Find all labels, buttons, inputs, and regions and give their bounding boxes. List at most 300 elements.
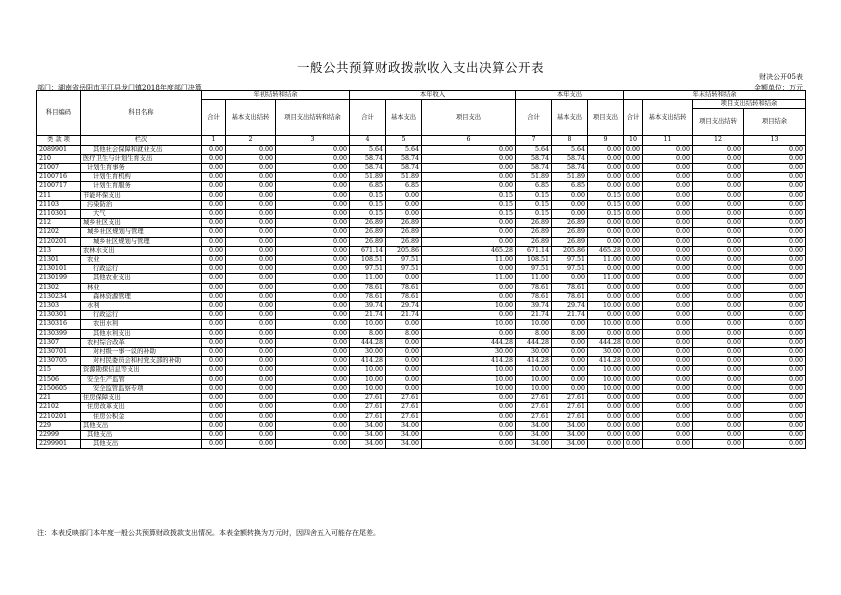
cell-value-col-13: 0.00 — [744, 256, 806, 265]
cell-value-col-13: 0.00 — [744, 338, 806, 347]
cell-value-col-5: 0.00 — [386, 338, 422, 347]
cell-value-col-13: 0.00 — [744, 200, 806, 209]
cell-value-col-4: 27.61 — [350, 403, 386, 412]
cell-value-col-9: 0.00 — [588, 182, 624, 191]
cell-value-col-1: 0.00 — [202, 154, 226, 163]
cell-value-col-4: 26.89 — [350, 228, 386, 237]
cell-value-col-13: 0.00 — [744, 302, 806, 311]
table-row — [37, 182, 806, 191]
header-income-basic: 基本支出 — [386, 100, 422, 136]
cell-value-col-8: 58.74 — [552, 154, 588, 163]
cell-value-col-8: 97.51 — [552, 256, 588, 265]
cell-name: 行政运行 — [81, 265, 202, 274]
cell-value-col-4: 97.51 — [350, 265, 386, 274]
cell-value-col-13: 0.00 — [744, 384, 806, 393]
cell-value-col-4: 34.00 — [350, 440, 386, 449]
cell-value-col-8: 8.00 — [552, 329, 588, 338]
cell-value-col-10: 0.00 — [624, 154, 643, 163]
cell-value-col-10: 0.00 — [624, 173, 643, 182]
cell-value-col-11: 0.00 — [643, 357, 693, 366]
col-num-10: 10 — [624, 136, 643, 145]
cell-value-col-7: 30.00 — [516, 348, 552, 357]
cell-value-col-5: 97.51 — [386, 256, 422, 265]
cell-value-col-4: 8.00 — [350, 329, 386, 338]
cell-value-col-6: 10.00 — [422, 320, 516, 329]
cell-value-col-2: 0.00 — [226, 246, 276, 255]
cell-value-col-8: 51.89 — [552, 173, 588, 182]
cell-value-col-13: 0.00 — [744, 237, 806, 246]
cell-value-col-10: 0.00 — [624, 394, 643, 403]
cell-value-col-4: 10.00 — [350, 384, 386, 393]
table-row — [37, 412, 806, 421]
cell-value-col-8: 97.51 — [552, 265, 588, 274]
cell-value-col-4: 58.74 — [350, 154, 386, 163]
cell-value-col-3: 0.00 — [276, 283, 350, 292]
cell-value-col-4: 27.61 — [350, 394, 386, 403]
cell-value-col-8: 6.85 — [552, 182, 588, 191]
cell-value-col-9: 0.00 — [588, 394, 624, 403]
cell-value-col-7: 444.28 — [516, 338, 552, 347]
cell-value-col-10: 0.00 — [624, 283, 643, 292]
cell-value-col-7: 108.51 — [516, 256, 552, 265]
cell-value-col-3: 0.00 — [276, 210, 350, 219]
cell-value-col-13: 0.00 — [744, 348, 806, 357]
cell-value-col-6: 0.15 — [422, 200, 516, 209]
cell-value-col-8: 26.89 — [552, 228, 588, 237]
cell-value-col-8: 0.00 — [552, 338, 588, 347]
cell-value-col-7: 0.15 — [516, 200, 552, 209]
cell-name: 计划生育机构 — [81, 173, 202, 182]
header-begin-project: 项目支出结转和结余 — [276, 100, 350, 136]
table-row — [37, 421, 806, 430]
cell-name: 其他水利支出 — [81, 329, 202, 338]
cell-value-col-2: 0.00 — [226, 145, 276, 154]
table-row — [37, 348, 806, 357]
cell-value-col-11: 0.00 — [643, 246, 693, 255]
cell-value-col-11: 0.00 — [643, 237, 693, 246]
cell-name: 城乡社区规划与管理 — [81, 228, 202, 237]
cell-value-col-12: 0.00 — [693, 366, 744, 375]
cell-value-col-10: 0.00 — [624, 228, 643, 237]
cell-value-col-12: 0.00 — [693, 210, 744, 219]
cell-value-col-8: 0.00 — [552, 274, 588, 283]
cell-value-col-10: 0.00 — [624, 320, 643, 329]
cell-value-col-7: 671.14 — [516, 246, 552, 255]
cell-value-col-11: 0.00 — [643, 228, 693, 237]
cell-value-col-12: 0.00 — [693, 440, 744, 449]
cell-value-col-2: 0.00 — [226, 182, 276, 191]
cell-value-col-13: 0.00 — [744, 182, 806, 191]
cell-name: 污染防治 — [81, 200, 202, 209]
cell-value-col-3: 0.00 — [276, 182, 350, 191]
cell-value-col-11: 0.00 — [643, 164, 693, 173]
cell-value-col-6: 0.00 — [422, 164, 516, 173]
cell-value-col-1: 0.00 — [202, 228, 226, 237]
cell-value-col-5: 78.61 — [386, 292, 422, 301]
cell-value-col-2: 0.00 — [226, 311, 276, 320]
unit-label: 金额单位：万元 — [754, 84, 803, 92]
cell-value-col-3: 0.00 — [276, 366, 350, 375]
cell-code: 2210201 — [37, 412, 81, 421]
cell-name: 其他支出 — [81, 440, 202, 449]
cell-value-col-3: 0.00 — [276, 292, 350, 301]
col-num-11: 11 — [643, 136, 693, 145]
cell-code: 2130199 — [37, 274, 81, 283]
table-row — [37, 145, 806, 154]
cell-value-col-13: 0.00 — [744, 320, 806, 329]
cell-value-col-7: 58.74 — [516, 164, 552, 173]
cell-value-col-12: 0.00 — [693, 219, 744, 228]
cell-code: 2110301 — [37, 210, 81, 219]
cell-name: 资源勘探信息等支出 — [81, 366, 202, 375]
cell-value-col-6: 30.00 — [422, 348, 516, 357]
cell-value-col-10: 0.00 — [624, 145, 643, 154]
cell-value-col-2: 0.00 — [226, 283, 276, 292]
cell-value-col-3: 0.00 — [276, 403, 350, 412]
cell-code: 21103 — [37, 200, 81, 209]
header-end-basic: 基本支出结转 — [643, 100, 693, 136]
cell-value-col-5: 26.89 — [386, 237, 422, 246]
cell-value-col-6: 0.00 — [422, 412, 516, 421]
cell-value-col-9: 0.00 — [588, 329, 624, 338]
cell-value-col-3: 0.00 — [276, 200, 350, 209]
cell-value-col-2: 0.00 — [226, 292, 276, 301]
cell-value-col-11: 0.00 — [643, 256, 693, 265]
cell-value-col-10: 0.00 — [624, 265, 643, 274]
cell-value-col-11: 0.00 — [643, 430, 693, 439]
cell-value-col-11: 0.00 — [643, 274, 693, 283]
cell-value-col-7: 10.00 — [516, 375, 552, 384]
cell-value-col-2: 0.00 — [226, 348, 276, 357]
cell-value-col-10: 0.00 — [624, 274, 643, 283]
cell-value-col-9: 0.00 — [588, 228, 624, 237]
cell-value-col-8: 78.61 — [552, 283, 588, 292]
cell-value-col-4: 30.00 — [350, 348, 386, 357]
cell-value-col-10: 0.00 — [624, 403, 643, 412]
cell-value-col-2: 0.00 — [226, 265, 276, 274]
cell-value-col-10: 0.00 — [624, 384, 643, 393]
cell-value-col-1: 0.00 — [202, 302, 226, 311]
cell-value-col-5: 0.00 — [386, 357, 422, 366]
cell-value-col-5: 0.00 — [386, 191, 422, 200]
cell-value-col-1: 0.00 — [202, 210, 226, 219]
footnote: 注：本表反映部门本年度一般公共预算财政拨款支出情况。本表金额转换为万元时，因四舍五入可能存在尾差。 — [37, 529, 380, 537]
col-num-9: 9 — [588, 136, 624, 145]
cell-value-col-12: 0.00 — [693, 357, 744, 366]
cell-value-col-9: 0.15 — [588, 191, 624, 200]
cell-value-col-2: 0.00 — [226, 219, 276, 228]
cell-value-col-1: 0.00 — [202, 430, 226, 439]
cell-code: 2100717 — [37, 182, 81, 191]
cell-value-col-8: 27.61 — [552, 412, 588, 421]
cell-value-col-1: 0.00 — [202, 219, 226, 228]
cell-value-col-12: 0.00 — [693, 403, 744, 412]
cell-value-col-2: 0.00 — [226, 274, 276, 283]
cell-value-col-8: 27.61 — [552, 403, 588, 412]
cell-value-col-6: 0.15 — [422, 210, 516, 219]
cell-value-col-5: 97.51 — [386, 265, 422, 274]
cell-value-col-9: 0.00 — [588, 292, 624, 301]
table-row — [37, 219, 806, 228]
cell-value-col-12: 0.00 — [693, 421, 744, 430]
header-col-label: 栏次 — [81, 136, 202, 145]
cell-value-col-1: 0.00 — [202, 246, 226, 255]
cell-value-col-5: 0.00 — [386, 384, 422, 393]
cell-value-col-10: 0.00 — [624, 200, 643, 209]
cell-value-col-8: 205.86 — [552, 246, 588, 255]
cell-value-col-6: 444.28 — [422, 338, 516, 347]
cell-name: 森林资源管理 — [81, 292, 202, 301]
cell-value-col-11: 0.00 — [643, 366, 693, 375]
cell-value-col-7: 34.00 — [516, 421, 552, 430]
cell-name: 其他农业支出 — [81, 274, 202, 283]
cell-code: 2130705 — [37, 357, 81, 366]
cell-value-col-2: 0.00 — [226, 384, 276, 393]
table-row — [37, 311, 806, 320]
cell-value-col-5: 27.61 — [386, 412, 422, 421]
cell-value-col-13: 0.00 — [744, 210, 806, 219]
cell-value-col-9: 0.15 — [588, 210, 624, 219]
table-row — [37, 320, 806, 329]
cell-value-col-3: 0.00 — [276, 274, 350, 283]
cell-value-col-11: 0.00 — [643, 292, 693, 301]
table-row — [37, 191, 806, 200]
cell-value-col-4: 27.61 — [350, 412, 386, 421]
cell-value-col-7: 27.61 — [516, 403, 552, 412]
cell-code: 2130301 — [37, 311, 81, 320]
cell-value-col-3: 0.00 — [276, 348, 350, 357]
cell-value-col-7: 0.15 — [516, 210, 552, 219]
cell-name: 其他支出 — [81, 421, 202, 430]
cell-value-col-1: 0.00 — [202, 200, 226, 209]
cell-value-col-7: 11.00 — [516, 274, 552, 283]
cell-value-col-1: 0.00 — [202, 164, 226, 173]
cell-value-col-12: 0.00 — [693, 292, 744, 301]
cell-value-col-1: 0.00 — [202, 173, 226, 182]
cell-name: 农林水支出 — [81, 246, 202, 255]
cell-code: 21506 — [37, 375, 81, 384]
cell-value-col-4: 108.51 — [350, 256, 386, 265]
cell-value-col-4: 34.00 — [350, 430, 386, 439]
header-group-expense: 本年支出 — [516, 91, 624, 100]
cell-value-col-9: 465.28 — [588, 246, 624, 255]
cell-value-col-5: 0.00 — [386, 200, 422, 209]
col-num-12: 12 — [693, 136, 744, 145]
cell-value-col-3: 0.00 — [276, 164, 350, 173]
cell-value-col-2: 0.00 — [226, 329, 276, 338]
table-row — [37, 292, 806, 301]
cell-value-col-8: 34.00 — [552, 430, 588, 439]
cell-value-col-13: 0.00 — [744, 366, 806, 375]
cell-value-col-5: 58.74 — [386, 164, 422, 173]
cell-value-col-10: 0.00 — [624, 430, 643, 439]
cell-value-col-4: 10.00 — [350, 320, 386, 329]
cell-value-col-4: 26.89 — [350, 219, 386, 228]
cell-value-col-4: 10.00 — [350, 375, 386, 384]
col-num-1: 1 — [202, 136, 226, 145]
header-name: 科目名称 — [81, 91, 202, 136]
header-end-project-group: 项目支出结转和结余 — [693, 100, 806, 109]
cell-value-col-11: 0.00 — [643, 348, 693, 357]
cell-value-col-2: 0.00 — [226, 302, 276, 311]
cell-value-col-1: 0.00 — [202, 394, 226, 403]
cell-value-col-6: 0.00 — [422, 430, 516, 439]
cell-value-col-13: 0.00 — [744, 246, 806, 255]
cell-value-col-9: 10.00 — [588, 384, 624, 393]
cell-value-col-12: 0.00 — [693, 302, 744, 311]
cell-value-col-1: 0.00 — [202, 421, 226, 430]
cell-value-col-3: 0.00 — [276, 357, 350, 366]
cell-value-col-7: 414.28 — [516, 357, 552, 366]
col-num-13: 13 — [744, 136, 806, 145]
cell-value-col-7: 78.61 — [516, 292, 552, 301]
cell-value-col-8: 0.00 — [552, 366, 588, 375]
cell-value-col-8: 34.00 — [552, 421, 588, 430]
cell-value-col-3: 0.00 — [276, 228, 350, 237]
cell-value-col-7: 27.61 — [516, 412, 552, 421]
cell-value-col-2: 0.00 — [226, 375, 276, 384]
cell-value-col-10: 0.00 — [624, 302, 643, 311]
cell-code: 211 — [37, 191, 81, 200]
cell-value-col-9: 10.00 — [588, 320, 624, 329]
cell-value-col-8: 0.00 — [552, 210, 588, 219]
header-expense-project: 项目支出 — [588, 100, 624, 136]
cell-value-col-6: 10.00 — [422, 302, 516, 311]
cell-value-col-8: 78.61 — [552, 292, 588, 301]
cell-value-col-12: 0.00 — [693, 182, 744, 191]
cell-value-col-3: 0.00 — [276, 394, 350, 403]
table-row — [37, 375, 806, 384]
cell-value-col-7: 0.15 — [516, 191, 552, 200]
cell-value-col-13: 0.00 — [744, 329, 806, 338]
cell-value-col-5: 51.89 — [386, 173, 422, 182]
cell-value-col-7: 78.61 — [516, 283, 552, 292]
cell-value-col-9: 0.00 — [588, 403, 624, 412]
cell-value-col-5: 0.00 — [386, 210, 422, 219]
cell-code: 2089901 — [37, 145, 81, 154]
cell-value-col-6: 0.00 — [422, 311, 516, 320]
cell-value-col-7: 21.74 — [516, 311, 552, 320]
cell-value-col-3: 0.00 — [276, 154, 350, 163]
cell-value-col-8: 34.00 — [552, 440, 588, 449]
table-row — [37, 154, 806, 163]
cell-value-col-12: 0.00 — [693, 191, 744, 200]
cell-value-col-6: 0.00 — [422, 394, 516, 403]
cell-value-col-13: 0.00 — [744, 191, 806, 200]
cell-value-col-4: 51.89 — [350, 173, 386, 182]
cell-value-col-4: 58.74 — [350, 164, 386, 173]
cell-value-col-5: 27.61 — [386, 394, 422, 403]
cell-value-col-10: 0.00 — [624, 338, 643, 347]
header-kuan: 款 — [55, 136, 62, 144]
cell-value-col-12: 0.00 — [693, 145, 744, 154]
cell-name: 住房保障支出 — [81, 394, 202, 403]
cell-name: 节能环保支出 — [81, 191, 202, 200]
table-row — [37, 256, 806, 265]
cell-value-col-7: 26.89 — [516, 228, 552, 237]
cell-value-col-7: 26.89 — [516, 237, 552, 246]
cell-value-col-2: 0.00 — [226, 154, 276, 163]
cell-value-col-13: 0.00 — [744, 283, 806, 292]
cell-value-col-3: 0.00 — [276, 246, 350, 255]
cell-value-col-1: 0.00 — [202, 375, 226, 384]
cell-name: 住房改革支出 — [81, 403, 202, 412]
cell-value-col-11: 0.00 — [643, 375, 693, 384]
cell-name: 农田水利 — [81, 320, 202, 329]
cell-value-col-11: 0.00 — [643, 338, 693, 347]
cell-name: 计划生育事务 — [81, 164, 202, 173]
cell-value-col-12: 0.00 — [693, 228, 744, 237]
cell-value-col-3: 0.00 — [276, 375, 350, 384]
cell-value-col-3: 0.00 — [276, 145, 350, 154]
table-row — [37, 265, 806, 274]
cell-value-col-8: 0.00 — [552, 384, 588, 393]
cell-name: 城乡社区支出 — [81, 219, 202, 228]
cell-value-col-9: 0.00 — [588, 421, 624, 430]
cell-value-col-12: 0.00 — [693, 375, 744, 384]
col-num-7: 7 — [516, 136, 552, 145]
cell-value-col-2: 0.00 — [226, 412, 276, 421]
cell-value-col-9: 10.00 — [588, 375, 624, 384]
cell-value-col-6: 0.00 — [422, 440, 516, 449]
header-group-end: 年末结转和结余 — [624, 91, 806, 100]
cell-code: 21302 — [37, 283, 81, 292]
cell-value-col-6: 0.00 — [422, 173, 516, 182]
cell-code: 21301 — [37, 256, 81, 265]
cell-value-col-5: 0.00 — [386, 348, 422, 357]
cell-value-col-4: 6.85 — [350, 182, 386, 191]
cell-value-col-10: 0.00 — [624, 256, 643, 265]
cell-value-col-8: 5.64 — [552, 145, 588, 154]
table-row — [37, 283, 806, 292]
table-row — [37, 440, 806, 449]
cell-value-col-12: 0.00 — [693, 430, 744, 439]
cell-value-col-2: 0.00 — [226, 173, 276, 182]
cell-value-col-5: 27.61 — [386, 403, 422, 412]
table-row — [37, 302, 806, 311]
cell-value-col-7: 8.00 — [516, 329, 552, 338]
cell-value-col-1: 0.00 — [202, 384, 226, 393]
cell-value-col-6: 0.15 — [422, 191, 516, 200]
cell-value-col-11: 0.00 — [643, 384, 693, 393]
cell-value-col-9: 11.00 — [588, 274, 624, 283]
cell-code: 221 — [37, 394, 81, 403]
cell-value-col-11: 0.00 — [643, 191, 693, 200]
cell-value-col-3: 0.00 — [276, 191, 350, 200]
cell-value-col-8: 0.00 — [552, 320, 588, 329]
cell-value-col-1: 0.00 — [202, 348, 226, 357]
cell-value-col-12: 0.00 — [693, 384, 744, 393]
cell-code: 2130316 — [37, 320, 81, 329]
cell-value-col-6: 0.00 — [422, 237, 516, 246]
cell-code: 210 — [37, 154, 81, 163]
cell-value-col-11: 0.00 — [643, 283, 693, 292]
table-row — [37, 338, 806, 347]
cell-value-col-9: 0.00 — [588, 265, 624, 274]
cell-value-col-11: 0.00 — [643, 173, 693, 182]
table-row — [37, 329, 806, 338]
cell-name: 农业 — [81, 256, 202, 265]
cell-value-col-10: 0.00 — [624, 366, 643, 375]
cell-value-col-6: 0.00 — [422, 292, 516, 301]
cell-value-col-11: 0.00 — [643, 421, 693, 430]
cell-name: 医疗卫生与计划生育支出 — [81, 154, 202, 163]
cell-value-col-12: 0.00 — [693, 164, 744, 173]
cell-name: 安全监管监察专项 — [81, 384, 202, 393]
cell-value-col-8: 29.74 — [552, 302, 588, 311]
cell-value-col-3: 0.00 — [276, 173, 350, 182]
cell-code: 2100716 — [37, 173, 81, 182]
